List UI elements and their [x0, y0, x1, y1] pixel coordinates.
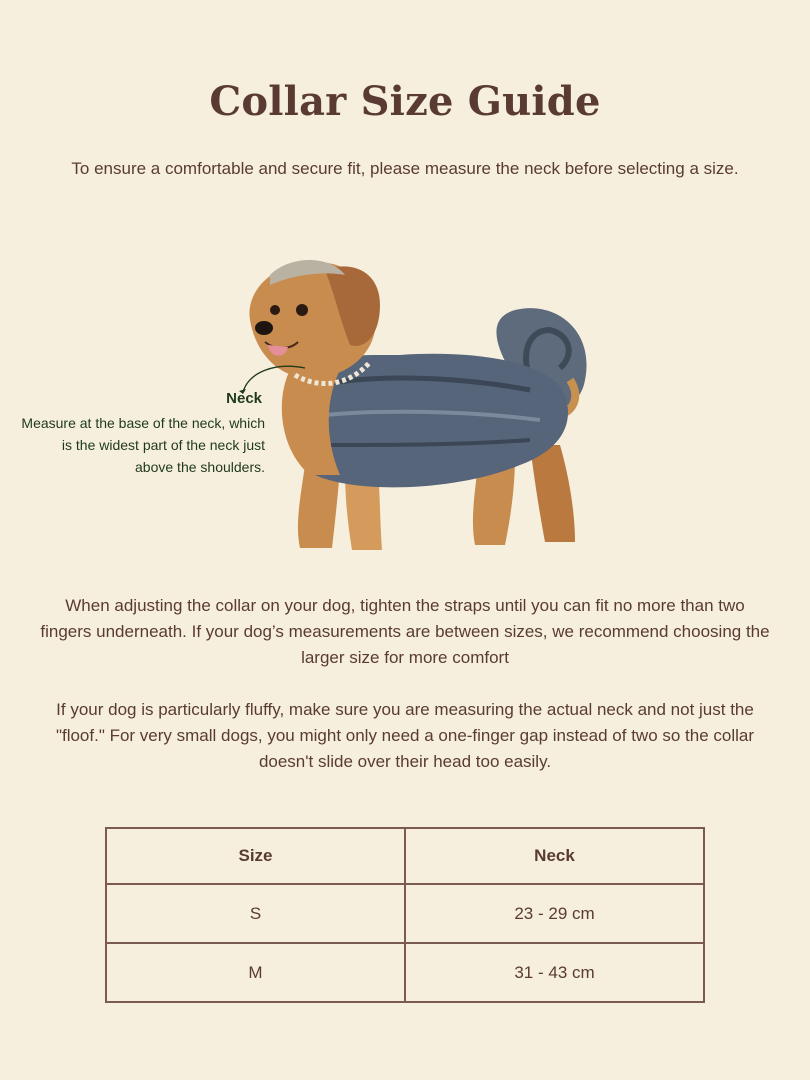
size-cell: S — [106, 884, 405, 943]
size-cell: M — [106, 943, 405, 1002]
table-header-row — [106, 828, 704, 884]
size-table — [105, 827, 705, 1003]
fluffy-paragraph: If your dog is particularly fluffy, make sure you are measuring the actual neck and not just the "floof." For very small dogs, you might only need a one-finger gap instead of two so the collar doesn't slide over their head too easily. — [55, 700, 755, 771]
page-title: Collar Size Guide — [209, 78, 601, 125]
column-header-neck: Neck — [405, 828, 704, 884]
table-row — [106, 943, 704, 1002]
column-header-size: Size — [106, 828, 405, 884]
table-row — [106, 884, 704, 943]
dog-illustration — [230, 250, 610, 560]
callout-description: Measure at the base of the neck, which is the widest part of the neck just above the shoulders. — [21, 415, 265, 475]
neck-cell: 31 - 43 cm — [405, 943, 704, 1002]
intro-text: To ensure a comfortable and secure fit, please measure the neck before selecting a size. — [71, 159, 739, 178]
neck-cell: 23 - 29 cm — [405, 884, 704, 943]
dog-illustration-area — [0, 240, 810, 570]
callout-label: Neck — [226, 390, 262, 407]
adjusting-paragraph: When adjusting the collar on your dog, tighten the straps until you can fit no more than two fingers underneath. If your dog’s measurements are between sizes, we recommend choosing the larger size for more comfort — [40, 596, 770, 667]
